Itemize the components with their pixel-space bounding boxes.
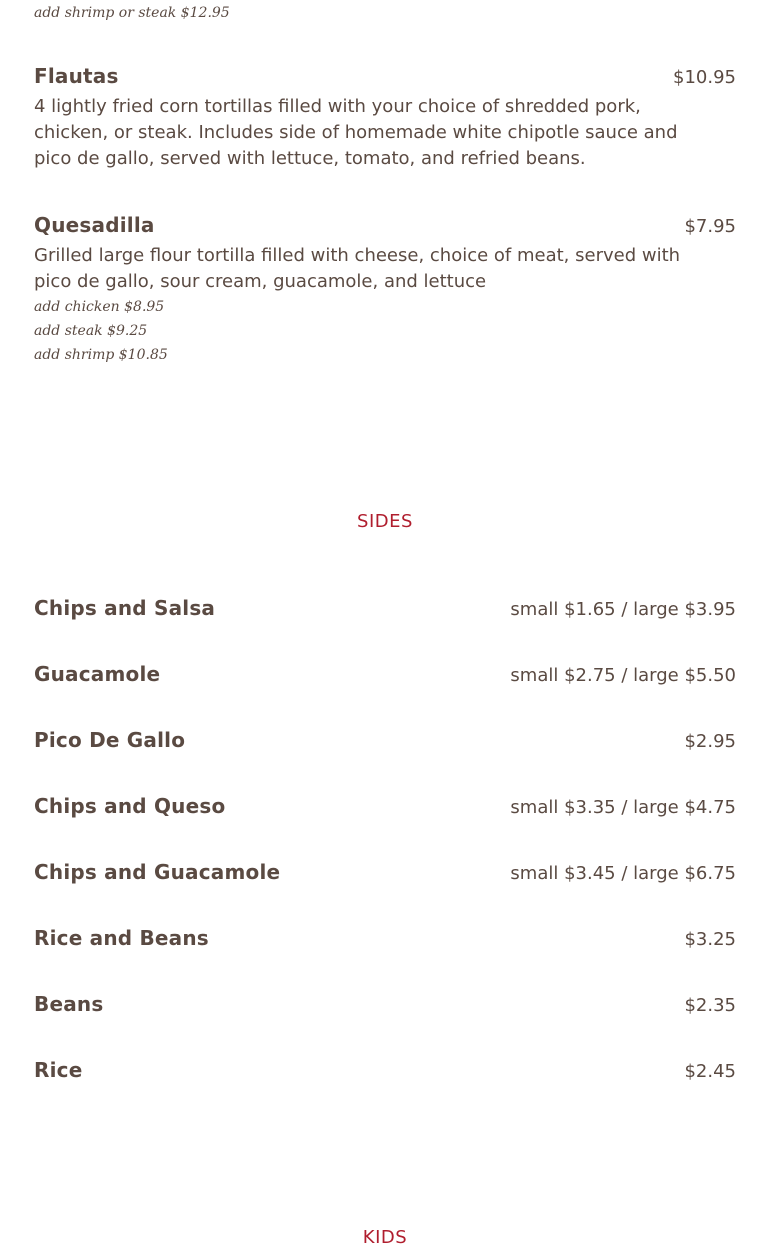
side-item (34, 596, 736, 620)
item-name: Beans (34, 992, 104, 1016)
menu-item-quesadilla (34, 213, 736, 367)
side-item (34, 1058, 736, 1082)
section-title-kids: KIDS (362, 1227, 408, 1248)
side-item (34, 794, 736, 818)
side-item (34, 992, 736, 1016)
section-title-sides: SIDES (357, 511, 413, 532)
side-item (34, 728, 736, 752)
item-name: Flautas (34, 64, 119, 88)
item-description: 4 lightly fried corn tortillas filled with your choice of shredded pork, chicken, or steak. Includes side of homemade white chipotle sauce and pico de gallo, served with lettuce, tomato, and refried beans. (34, 96, 678, 169)
item-price: $2.95 (684, 731, 736, 752)
item-name: Chips and Guacamole (34, 860, 281, 884)
item-price: $3.25 (684, 929, 736, 950)
item-name: Rice and Beans (34, 926, 209, 950)
item-name: Chips and Queso (34, 794, 226, 818)
item-price: small $2.75 / large $5.50 (510, 665, 736, 686)
addon-note: add steak $9.25 (34, 323, 148, 339)
item-price: $2.35 (684, 995, 736, 1016)
item-price: small $1.65 / large $3.95 (510, 599, 736, 620)
item-price: small $3.35 / large $4.75 (510, 797, 736, 818)
item-name: Chips and Salsa (34, 596, 216, 620)
item-price: $10.95 (673, 67, 736, 88)
item-price: $7.95 (684, 216, 736, 237)
menu-item-flautas (34, 64, 736, 172)
item-name: Rice (34, 1058, 83, 1082)
top-addon-note: add shrimp or steak $12.95 (34, 5, 230, 21)
item-name: Quesadilla (34, 213, 155, 237)
item-name: Guacamole (34, 662, 161, 686)
side-item (34, 662, 736, 686)
item-price: small $3.45 / large $6.75 (510, 863, 736, 884)
item-price: $2.45 (684, 1061, 736, 1082)
side-item (34, 860, 736, 884)
item-name: Pico De Gallo (34, 728, 186, 752)
item-description: Grilled large flour tortilla filled with cheese, choice of meat, served with pico de gallo, sour cream, guacamole, and lettuce (34, 245, 681, 292)
addon-note: add chicken $8.95 (34, 299, 165, 315)
addon-note: add shrimp $10.85 (34, 347, 168, 363)
side-item (34, 926, 736, 950)
